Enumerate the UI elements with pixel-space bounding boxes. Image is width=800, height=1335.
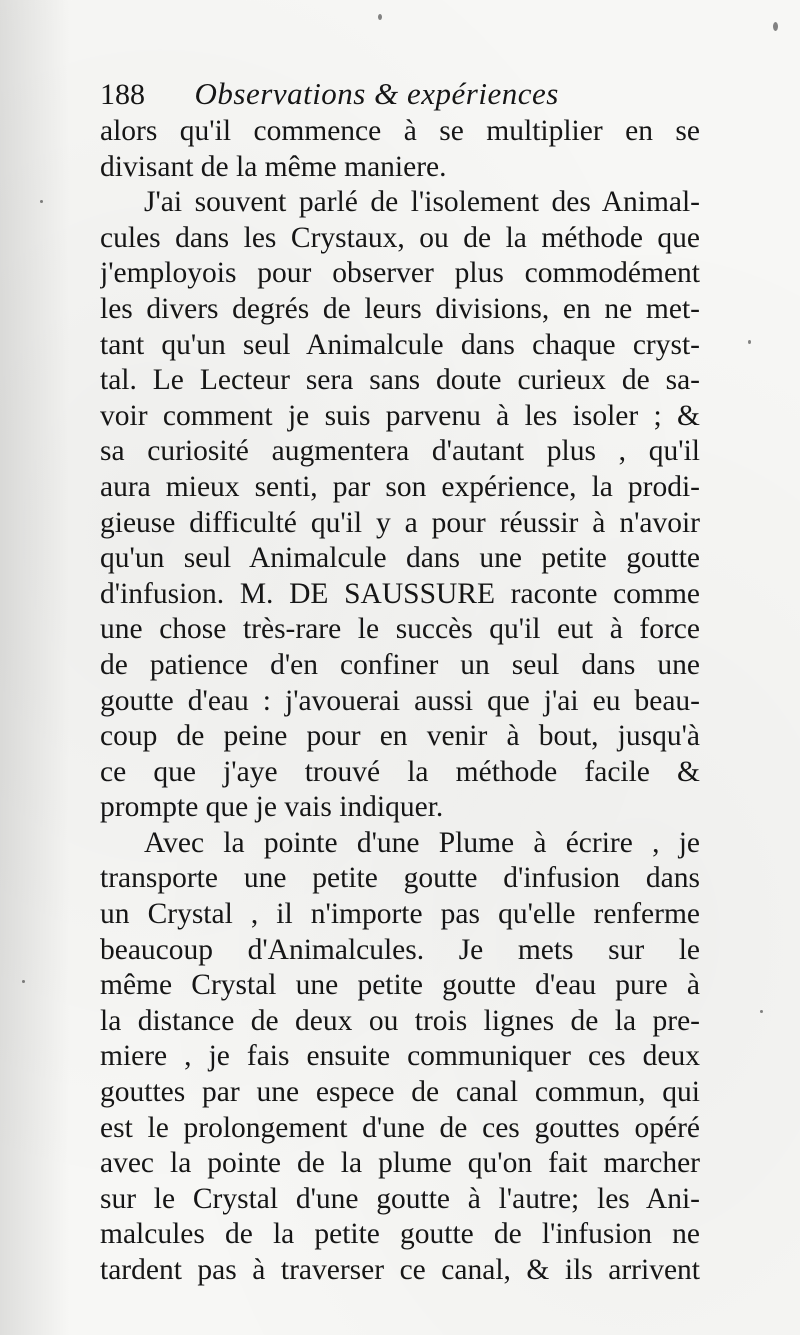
text-line: goutte d'eau : j'avouerai aussi que j'ai eu beau- — [100, 684, 700, 717]
text-line: est le prolongement d'une de ces gouttes opéré — [100, 1111, 700, 1144]
running-title: Observations & expériences — [194, 76, 559, 111]
paper-speck — [378, 14, 382, 20]
text-line: de patience d'en confiner un seul dans une — [100, 648, 700, 681]
paper-speck — [760, 1010, 763, 1013]
paper-speck — [22, 980, 25, 983]
text-line: sur le Crystal d'une goutte à l'autre; les Ani- — [100, 1182, 700, 1215]
paragraph-start-line: J'ai souvent parlé de l'isolement des Animal- — [144, 186, 700, 219]
page-header — [100, 74, 720, 114]
text-line: une chose très-rare le succès qu'il eut à force — [100, 613, 700, 646]
text-line: cules dans les Crystaux, ou de la méthode que — [100, 221, 700, 254]
text-line: j'employois pour observer plus commodément — [100, 257, 700, 290]
text-line: même Crystal une petite goutte d'eau pure à — [100, 969, 700, 1002]
binding-shadow — [0, 0, 70, 1335]
text-line: les divers degrés de leurs divisions, en ne met- — [100, 292, 700, 325]
text-line: d'infusion. M. DE SAUSSURE raconte comme — [100, 577, 700, 610]
text-line: ce que j'aye trouvé la méthode facile & — [100, 755, 700, 788]
text-line: voir comment je suis parvenu à les isoler ; & — [100, 399, 700, 432]
text-line: tant qu'un seul Animalcule dans chaque cryst- — [100, 328, 700, 361]
paper-speck — [40, 200, 43, 203]
text-line: tardent pas à traverser ce canal, & ils arrivent — [100, 1254, 700, 1286]
text-line: coup de peine pour en venir à bout, jusqu'à — [100, 720, 700, 753]
page-number: 188 — [100, 78, 145, 111]
text-line: gieuse difficulté qu'il y a pour réussir à n'avoir — [100, 506, 700, 539]
text-line: un Crystal , il n'importe pas qu'elle renferme — [100, 898, 700, 931]
text-line: divisant de la même maniere. — [100, 150, 447, 183]
text-line: transporte une petite goutte d'infusion dans — [100, 862, 700, 895]
text-line: beaucoup d'Animalcules. Je mets sur le — [100, 933, 700, 966]
text-line: prompte que je vais indiquer. — [100, 791, 444, 824]
body-text — [100, 114, 700, 1289]
paragraph-start-line: Avec la pointe d'une Plume à écrire , je — [144, 826, 700, 859]
text-line: malcules de la petite goutte de l'infusion ne — [100, 1218, 700, 1251]
text-line: alors qu'il commence à se multiplier en se — [100, 115, 700, 147]
text-line: sa curiosité augmentera d'autant plus , qu'il — [100, 435, 700, 468]
paper-speck — [773, 22, 778, 31]
text-line: aura mieux senti, par son expérience, la prodi- — [100, 470, 700, 503]
text-line: gouttes par une espece de canal commun, qui — [100, 1076, 700, 1109]
text-line: miere , je fais ensuite communiquer ces deux — [100, 1040, 700, 1073]
paper-speck — [748, 340, 751, 344]
text-line: la distance de deux ou trois lignes de la pre- — [100, 1004, 700, 1037]
text-line: qu'un seul Animalcule dans une petite goutte — [100, 542, 700, 575]
text-line: avec la pointe de la plume qu'on fait marcher — [100, 1147, 700, 1180]
text-line: tal. Le Lecteur sera sans doute curieux de sa- — [100, 364, 700, 397]
